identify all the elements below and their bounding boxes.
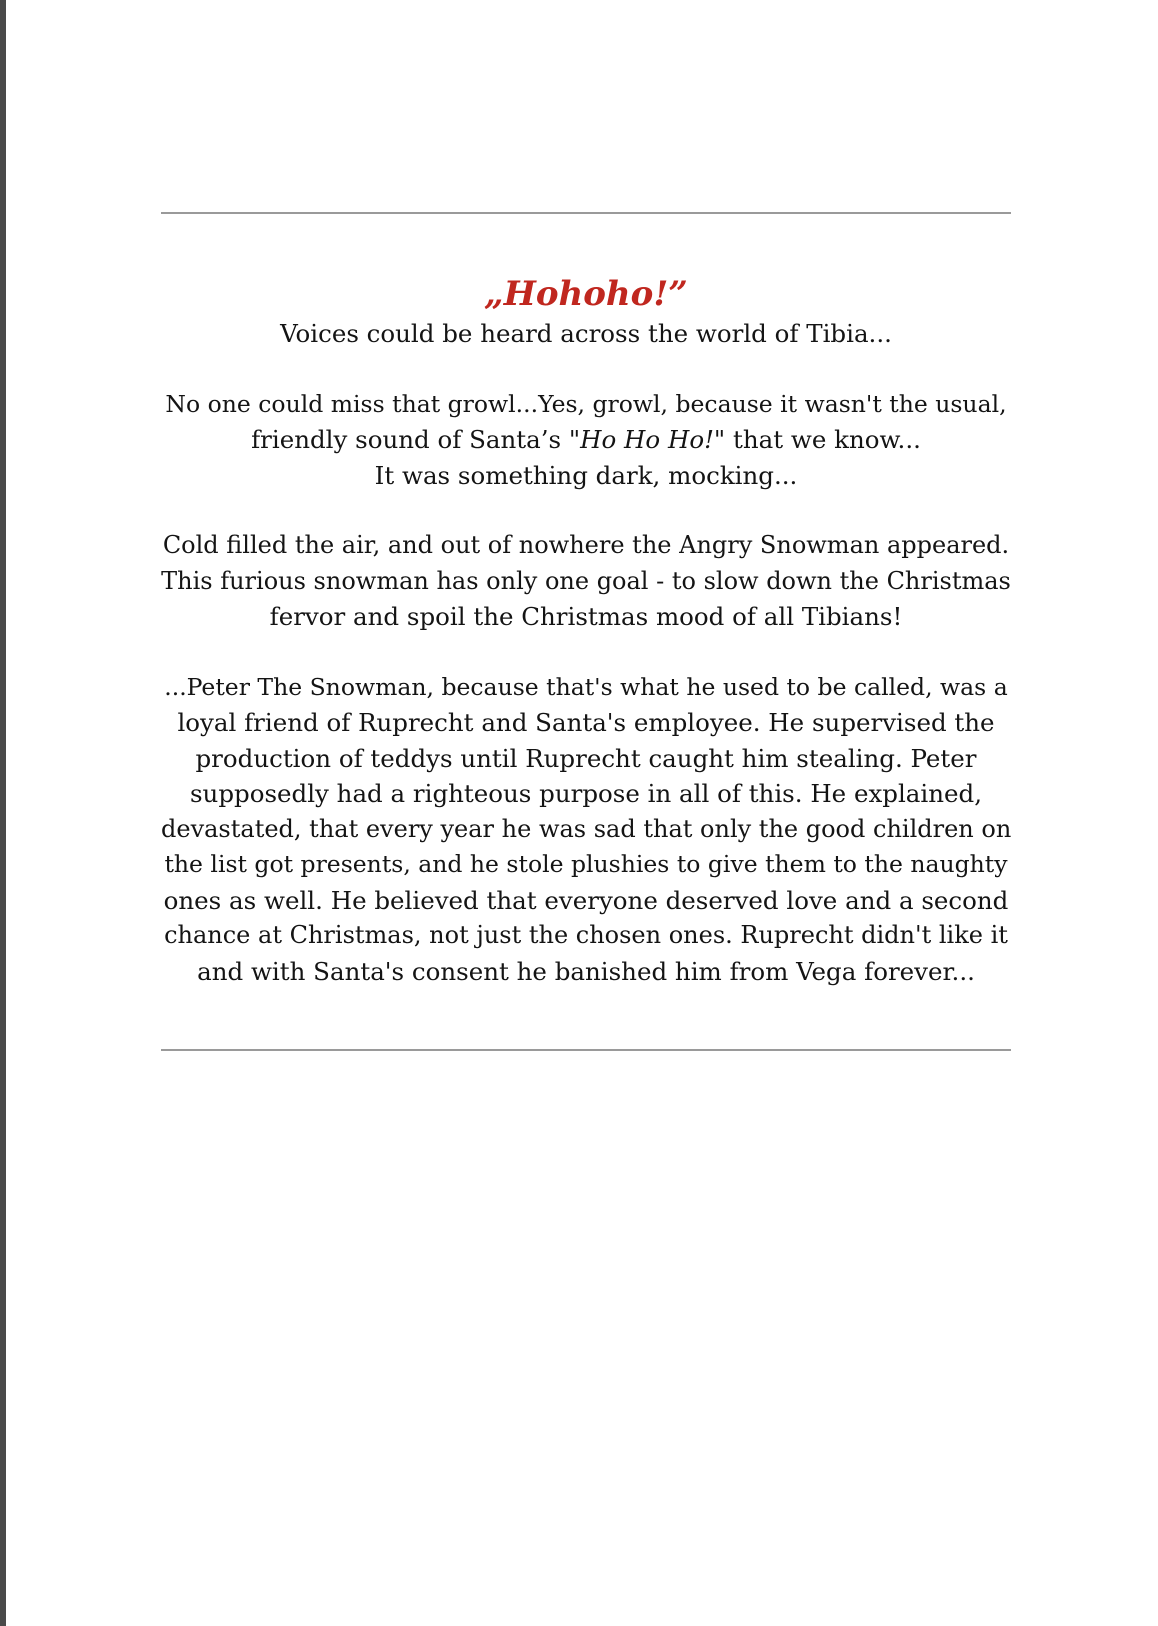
story-section xyxy=(161,272,1011,989)
intro-paragraph xyxy=(161,316,1011,352)
top-divider xyxy=(161,212,1011,214)
paragraph-line: production of teddys until Ruprecht caught him stealing. Peter xyxy=(195,743,977,773)
page-edge xyxy=(0,0,6,1626)
paragraph-line: ones as well. He believed that everyone deserved love and a second xyxy=(163,885,1009,915)
italic-phrase: Ho Ho Ho! xyxy=(580,425,714,454)
paragraph-line: the list got presents, and he stole plushies to give them to the naughty xyxy=(164,850,1008,878)
paragraph-line: chance at Christmas, not just the chosen ones. Ruprecht didn't like it xyxy=(164,921,1008,949)
peter-paragraph xyxy=(161,670,1011,990)
paragraph-line: It was something dark, mocking... xyxy=(374,460,798,490)
paragraph-line: fervor and spoil the Christmas mood of all Tibians! xyxy=(269,602,903,631)
paragraph-line: This furious snowman has only one goal - to slow down the Christmas xyxy=(161,566,1011,595)
bottom-divider xyxy=(161,1049,1011,1051)
growl-paragraph xyxy=(161,387,1011,494)
paragraph-line: Cold filled the air, and out of nowhere the Angry Snowman appeared. xyxy=(162,531,1010,559)
paragraph-line xyxy=(161,422,1011,458)
text-segment: friendly sound of Santa’s " xyxy=(251,425,581,454)
text-segment: " that we know... xyxy=(713,425,921,454)
paragraph-line: loyal friend of Ruprecht and Santa's employee. He supervised the xyxy=(177,708,995,737)
snowman-paragraph xyxy=(161,528,1011,635)
intro-line: Voices could be heard across the world of Tibia... xyxy=(280,319,892,348)
paragraph-line: devastated, that every year he was sad that only the good children on xyxy=(161,814,1012,843)
story-title: „Hohoho!” xyxy=(484,274,688,314)
paragraph-line: ...Peter The Snowman, because that's what he used to be called, was a xyxy=(164,672,1008,701)
paragraph-line: and with Santa's consent he banished him from Vega forever... xyxy=(197,956,975,986)
paragraph-line: supposedly had a righteous purpose in all of this. He explained, xyxy=(189,779,982,808)
paragraph-line: No one could miss that growl...Yes, growl, because it wasn't the usual, xyxy=(165,389,1007,418)
